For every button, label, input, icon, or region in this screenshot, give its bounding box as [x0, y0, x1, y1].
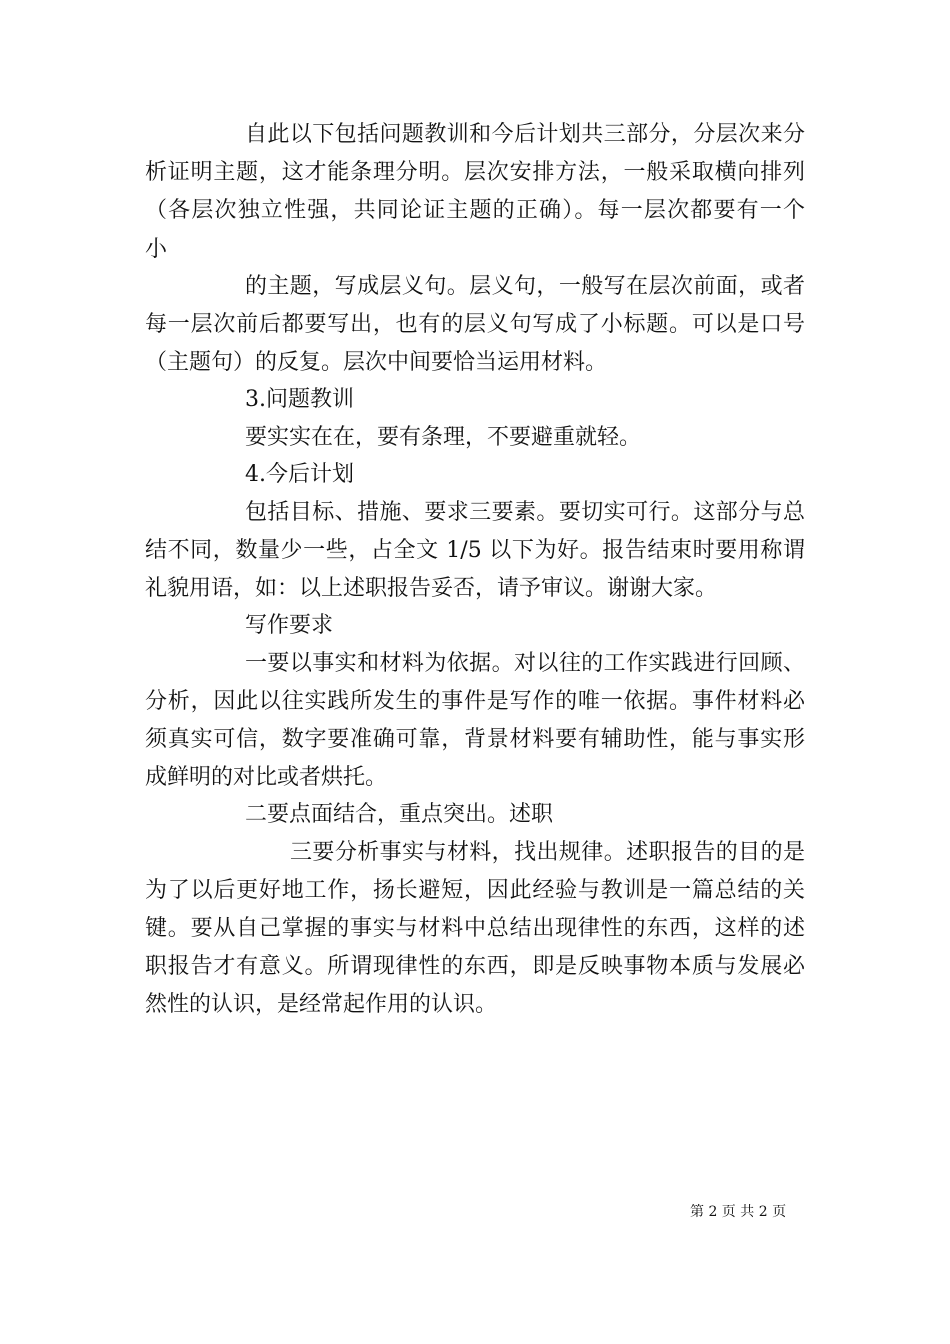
paragraph-line: （主题句）的反复。层次中间要恰当运用材料。	[145, 350, 608, 375]
paragraph-line: 包括目标、措施、要求三要素。要切实可行。这部分与总	[245, 500, 805, 525]
paragraph-line: 三要分析事实与材料，找出规律。述职报告的目的是	[290, 840, 805, 865]
paragraph-line: 一要以事实和材料为依据。对以往的工作实践进行回顾、	[245, 651, 805, 676]
paragraph-line: 然性的认识，是经常起作用的认识。	[145, 992, 498, 1017]
paragraph-line: 析证明主题，这才能条理分明。层次安排方法，一般采取横向排列	[145, 160, 805, 185]
paragraph-line: 成鲜明的对比或者烘托。	[145, 765, 388, 790]
paragraph-line: 分析，因此以往实践所发生的事件是写作的唯一依据。事件材料必	[145, 689, 805, 714]
paragraph-line: 要实实在在，要有条理，不要避重就轻。	[245, 425, 642, 450]
paragraph-line: 键。要从自己掌握的事实与材料中总结出现律性的东西，这样的述	[145, 916, 805, 941]
page-number: 第 2 页 共 2 页	[690, 1204, 787, 1220]
paragraph-line: （各层次独立性强，共同论证主题的正确）。每一层次都要有一个	[145, 198, 805, 223]
section-heading: 3.问题教训	[245, 387, 354, 412]
paragraph-line: 须真实可信，数字要准确可靠，背景材料要有辅助性，能与事实形	[145, 727, 805, 752]
paragraph-line: 的主题，写成层义句。层义句，一般写在层次前面，或者	[245, 274, 805, 299]
paragraph-line: 每一层次前后都要写出，也有的层义句写成了小标题。可以是口号	[145, 312, 805, 337]
paragraph-line: 礼貌用语，如：以上述职报告妥否，请予审议。谢谢大家。	[145, 576, 718, 601]
section-heading: 4.今后计划	[245, 462, 354, 487]
paragraph-line: 小	[145, 237, 168, 262]
paragraph-line: 自此以下包括问题教训和今后计划共三部分，分层次来分	[245, 122, 805, 147]
paragraph-line: 职报告才有意义。所谓现律性的东西，即是反映事物本质与发展必	[145, 954, 805, 979]
paragraph-line: 结不同，数量少一些，占全文 1/5 以下为好。报告结束时要用称谓	[145, 538, 805, 563]
paragraph-line: 为了以后更好地工作，扬长避短，因此经验与教训是一篇总结的关	[145, 878, 805, 903]
section-heading: 写作要求	[245, 613, 334, 638]
paragraph-line: 二要点面结合，重点突出。述职	[245, 802, 554, 827]
